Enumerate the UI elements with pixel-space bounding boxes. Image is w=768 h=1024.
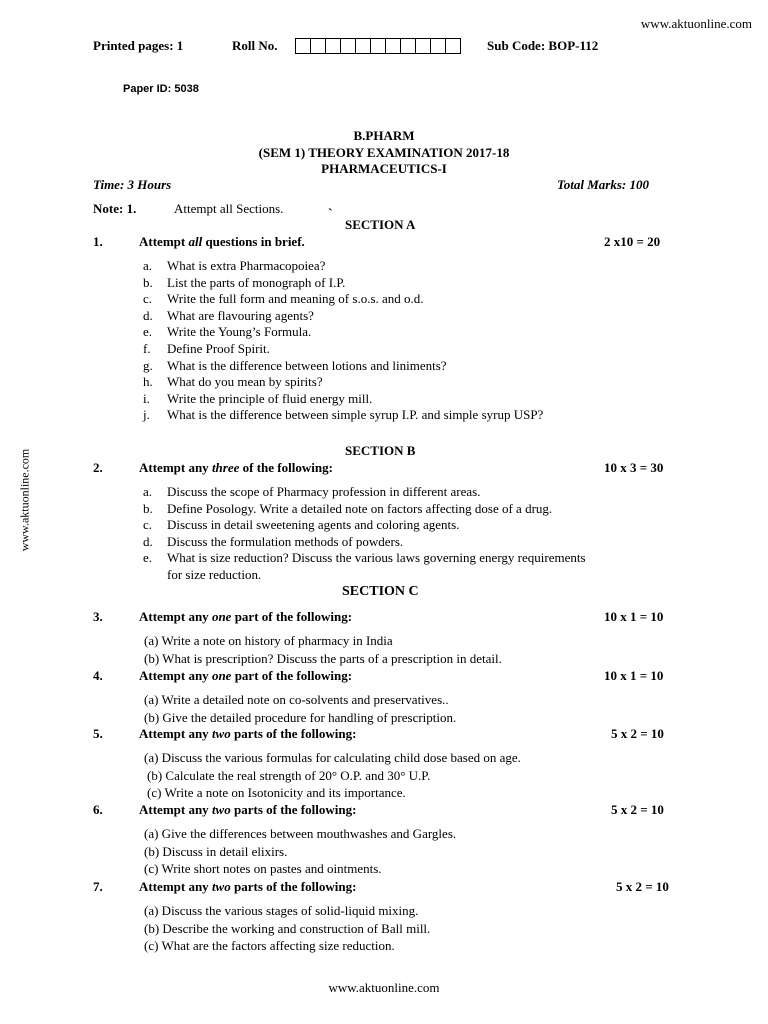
question-part: (a) Give the differences between mouthwashes and Gargles. <box>144 826 457 841</box>
question-text: Attempt any two parts of the following: <box>139 879 357 894</box>
question-marks: 10 x 1 = 10 <box>604 668 664 683</box>
question-part: (a) Discuss the various formulas for calculating child dose based on age. <box>144 750 521 765</box>
roll-no-box[interactable] <box>355 38 371 54</box>
question-text: Attempt any one part of the following: <box>139 668 353 683</box>
item-text: Write the principle of fluid energy mill. <box>167 390 373 406</box>
stray-mark: ` <box>328 207 333 222</box>
item-text: What are flavouring agents? <box>167 307 314 323</box>
title-line-3: PHARMACEUTICS-I <box>321 161 447 176</box>
question-part: (a) Write a detailed note on co-solvents and preservatives.. <box>144 692 449 707</box>
item-letter: c. <box>143 517 153 533</box>
roll-no-box[interactable] <box>445 38 461 54</box>
roll-no-box[interactable] <box>310 38 326 54</box>
question-text: Attempt any two parts of the following: <box>139 726 357 741</box>
question-marks: 10 x 1 = 10 <box>604 609 664 624</box>
question-number: 7. <box>93 879 103 894</box>
note-text: Attempt all Sections. <box>174 201 284 216</box>
question-number: 2. <box>93 460 103 475</box>
roll-no-box[interactable] <box>340 38 356 54</box>
roll-no-box[interactable] <box>430 38 446 54</box>
item-text: Discuss the formulation methods of powders. <box>167 533 404 549</box>
question-number: 5. <box>93 726 103 741</box>
item-letter: i. <box>143 390 150 406</box>
paper-id: Paper ID: 5038 <box>123 83 199 95</box>
note-label: Note: 1. <box>93 201 137 216</box>
item-text: What do you mean by spirits? <box>167 374 323 390</box>
item-text: Write the Young’s Formula. <box>167 324 312 340</box>
question-text: Attempt any three of the following: <box>139 460 333 475</box>
roll-no-boxes[interactable] <box>295 38 460 54</box>
item-letter: e. <box>143 324 153 340</box>
question-text: Attempt any two parts of the following: <box>139 802 357 817</box>
question-number: 3. <box>93 609 103 624</box>
question-number: 6. <box>93 802 103 817</box>
question-number: 4. <box>93 668 103 683</box>
roll-no-box[interactable] <box>415 38 431 54</box>
total-marks: Total Marks: 100 <box>557 177 649 192</box>
question-part: (a) Discuss the various stages of solid-liquid mixing. <box>144 903 419 918</box>
question-part: (b) Describe the working and construction of Ball mill. <box>144 920 431 936</box>
item-letter: b. <box>143 500 153 516</box>
roll-no-box[interactable] <box>400 38 416 54</box>
question-marks: 5 x 2 = 10 <box>616 879 669 894</box>
section-a-label: SECTION A <box>345 217 416 232</box>
section-b-label: SECTION B <box>345 443 416 458</box>
roll-no-box[interactable] <box>370 38 386 54</box>
printed-pages: Printed pages: 1 <box>93 38 184 53</box>
item-text: Write the full form and meaning of s.o.s. and o.d. <box>167 291 424 307</box>
side-watermark: www.aktuonline.com <box>17 448 32 552</box>
item-text: What is extra Pharmacopoiea? <box>167 258 326 273</box>
question-part: (b) Discuss in detail elixirs. <box>144 843 288 859</box>
item-letter: h. <box>143 374 153 390</box>
item-letter: c. <box>143 291 153 307</box>
item-text: What is the difference between simple syrup I.P. and simple syrup USP? <box>167 407 544 423</box>
item-text: for size reduction. <box>167 567 262 582</box>
roll-no-box[interactable] <box>325 38 341 54</box>
item-text: What is the difference between lotions and liniments? <box>167 357 447 373</box>
question-marks: 5 x 2 = 10 <box>611 802 664 817</box>
item-letter: e. <box>143 550 153 566</box>
item-letter: j. <box>143 407 150 423</box>
item-letter: f. <box>143 341 151 356</box>
item-letter: d. <box>143 307 153 323</box>
item-letter: a. <box>143 258 153 273</box>
question-marks: 10 x 3 = 30 <box>604 460 664 475</box>
question-text: Attempt all questions in brief. <box>139 234 305 249</box>
item-text: What is size reduction? Discuss the various laws governing energy requirements <box>167 550 586 566</box>
item-text: List the parts of monograph of I.P. <box>167 274 346 290</box>
question-part: (a) Write a note on history of pharmacy in India <box>144 633 393 648</box>
sub-code: Sub Code: BOP-112 <box>487 38 599 53</box>
item-letter: g. <box>143 357 153 373</box>
item-text: Discuss the scope of Pharmacy profession in different areas. <box>167 484 481 499</box>
item-text: Discuss in detail sweetening agents and coloring agents. <box>167 517 460 533</box>
question-marks: 2 x10 = 20 <box>604 234 661 249</box>
question-number: 1. <box>93 234 103 249</box>
item-text: Define Proof Spirit. <box>167 341 270 356</box>
question-part: (c) Write short notes on pastes and ointments. <box>144 861 382 876</box>
question-text: Attempt any one part of the following: <box>139 609 353 624</box>
item-letter: d. <box>143 533 153 549</box>
question-part: (b) Give the detailed procedure for handling of prescription. <box>144 709 457 725</box>
item-letter: a. <box>143 484 153 499</box>
roll-no-box[interactable] <box>295 38 311 54</box>
item-text: Define Posology. Write a detailed note on factors affecting dose of a drug. <box>167 500 553 516</box>
title-line-2: (SEM 1) THEORY EXAMINATION 2017-18 <box>258 145 510 160</box>
roll-no-box[interactable] <box>385 38 401 54</box>
question-part: (c) What are the factors affecting size reduction. <box>144 938 395 953</box>
footer-website: www.aktuonline.com <box>328 980 440 995</box>
question-part: (c) Write a note on Isotonicity and its importance. <box>147 785 406 800</box>
item-letter: b. <box>143 274 153 290</box>
header-website: www.aktuonline.com <box>640 16 752 31</box>
section-c-label: SECTION C <box>342 584 419 599</box>
question-part: (b) Calculate the real strength of 20° O.P. and 30° U.P. <box>147 767 431 783</box>
question-marks: 5 x 2 = 10 <box>611 726 664 741</box>
roll-no-label: Roll No. <box>232 38 278 53</box>
question-part: (b) What is prescription? Discuss the parts of a prescription in detail. <box>144 650 502 666</box>
title-line-1: B.PHARM <box>353 128 415 143</box>
time-label: Time: 3 Hours <box>93 177 172 192</box>
